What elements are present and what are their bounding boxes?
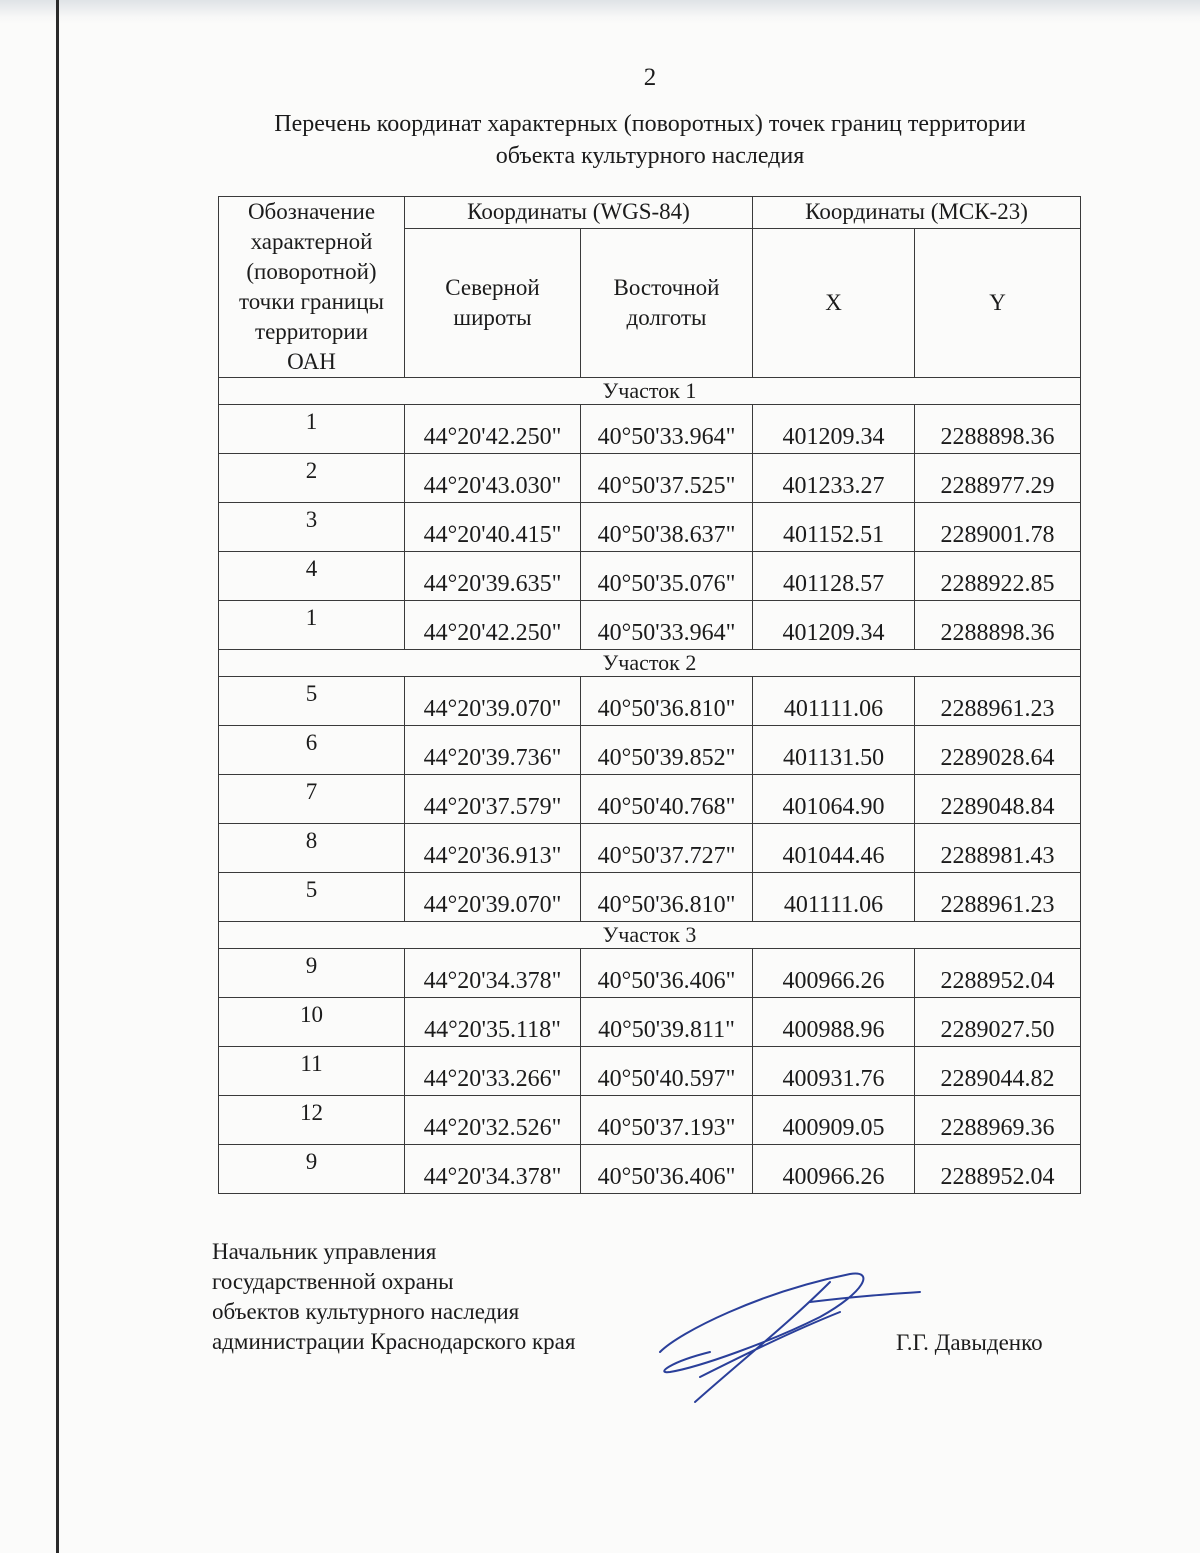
x-cell: 401111.06 <box>753 873 915 922</box>
point-number-cell: 3 <box>219 503 405 552</box>
table-row <box>219 454 1081 503</box>
table-row <box>219 824 1081 873</box>
y-cell: 2289027.50 <box>915 998 1081 1047</box>
longitude-cell: 40°50'33.964" <box>581 601 753 650</box>
longitude-cell: 40°50'40.768" <box>581 775 753 824</box>
table-row <box>219 1047 1081 1096</box>
longitude-cell: 40°50'36.406" <box>581 1145 753 1194</box>
x-cell: 401209.34 <box>753 405 915 454</box>
point-header-line: точки границы <box>239 289 384 314</box>
point-number-cell: 7 <box>219 775 405 824</box>
point-number-cell: 2 <box>219 454 405 503</box>
x-cell: 401128.57 <box>753 552 915 601</box>
y-cell: 2289028.64 <box>915 726 1081 775</box>
y-cell: 2288977.29 <box>915 454 1081 503</box>
longitude-header <box>581 228 753 377</box>
x-cell: 400931.76 <box>753 1047 915 1096</box>
table-row <box>219 775 1081 824</box>
x-cell: 400909.05 <box>753 1096 915 1145</box>
point-column-header <box>219 197 405 378</box>
y-cell: 2288952.04 <box>915 1145 1081 1194</box>
point-number-cell: 12 <box>219 1096 405 1145</box>
y-cell: 2288969.36 <box>915 1096 1081 1145</box>
y-cell: 2288981.43 <box>915 824 1081 873</box>
section-label: Участок 2 <box>219 650 1081 677</box>
longitude-cell: 40°50'37.727" <box>581 824 753 873</box>
x-cell: 401064.90 <box>753 775 915 824</box>
longitude-header-line: Восточной <box>613 274 720 300</box>
point-number-cell: 9 <box>219 1145 405 1194</box>
latitude-header-line: Северной <box>445 274 540 300</box>
longitude-cell: 40°50'39.811" <box>581 998 753 1047</box>
point-number-cell: 10 <box>219 998 405 1047</box>
y-cell: 2288898.36 <box>915 405 1081 454</box>
y-cell: 2289044.82 <box>915 1047 1081 1096</box>
point-header-line: ОАН <box>287 349 336 374</box>
document-title <box>0 108 1200 172</box>
latitude-cell: 44°20'39.635" <box>405 552 581 601</box>
latitude-cell: 44°20'32.526" <box>405 1096 581 1145</box>
longitude-cell: 40°50'39.852" <box>581 726 753 775</box>
position-line: администрации Краснодарского края <box>212 1329 576 1354</box>
y-cell: 2289001.78 <box>915 503 1081 552</box>
latitude-cell: 44°20'42.250" <box>405 601 581 650</box>
table-row <box>219 949 1081 998</box>
longitude-cell: 40°50'38.637" <box>581 503 753 552</box>
point-number-cell: 8 <box>219 824 405 873</box>
position-line: Начальник управления <box>212 1239 437 1264</box>
latitude-cell: 44°20'37.579" <box>405 775 581 824</box>
x-cell: 401152.51 <box>753 503 915 552</box>
latitude-cell: 44°20'34.378" <box>405 949 581 998</box>
point-number-cell: 9 <box>219 949 405 998</box>
y-header: Y <box>915 228 1081 377</box>
longitude-cell: 40°50'36.810" <box>581 677 753 726</box>
point-number-cell: 4 <box>219 552 405 601</box>
longitude-cell: 40°50'33.964" <box>581 405 753 454</box>
point-number-cell: 5 <box>219 677 405 726</box>
table-row <box>219 726 1081 775</box>
x-cell: 401044.46 <box>753 824 915 873</box>
signatory-position <box>212 1237 575 1357</box>
longitude-cell: 40°50'37.525" <box>581 454 753 503</box>
scan-top-edge <box>0 0 1200 24</box>
latitude-cell: 44°20'39.736" <box>405 726 581 775</box>
point-number-cell: 1 <box>219 601 405 650</box>
latitude-header-line: широты <box>453 304 532 330</box>
section-label: Участок 1 <box>219 378 1081 405</box>
latitude-cell: 44°20'39.070" <box>405 677 581 726</box>
longitude-cell: 40°50'35.076" <box>581 552 753 601</box>
x-cell: 401209.34 <box>753 601 915 650</box>
table-row <box>219 552 1081 601</box>
point-number-cell: 11 <box>219 1047 405 1096</box>
section-row <box>219 650 1081 677</box>
point-header-line: (поворотной) <box>246 259 377 284</box>
page-number: 2 <box>643 64 657 91</box>
latitude-cell: 44°20'36.913" <box>405 824 581 873</box>
point-number-cell: 5 <box>219 873 405 922</box>
title-line-2: объекта культурного наследия <box>495 143 805 169</box>
longitude-header-line: долготы <box>626 304 707 330</box>
x-cell: 401131.50 <box>753 726 915 775</box>
longitude-cell: 40°50'36.810" <box>581 873 753 922</box>
point-header-line: характерной <box>250 229 373 254</box>
table-row <box>219 1096 1081 1145</box>
scan-left-border <box>56 0 59 1553</box>
latitude-cell: 44°20'42.250" <box>405 405 581 454</box>
y-cell: 2288922.85 <box>915 552 1081 601</box>
table-row <box>219 1145 1081 1194</box>
longitude-cell: 40°50'36.406" <box>581 949 753 998</box>
table-row <box>219 405 1081 454</box>
title-line-1: Перечень координат характерных (поворотных) точек границ территории <box>274 111 1026 137</box>
x-cell: 401111.06 <box>753 677 915 726</box>
x-header: X <box>753 228 915 377</box>
latitude-cell: 44°20'43.030" <box>405 454 581 503</box>
x-cell: 400988.96 <box>753 998 915 1047</box>
position-line: объектов культурного наследия <box>212 1299 520 1324</box>
latitude-header <box>405 228 581 377</box>
latitude-cell: 44°20'34.378" <box>405 1145 581 1194</box>
msk23-header: Координаты (МСК-23) <box>753 197 1081 229</box>
x-cell: 400966.26 <box>753 1145 915 1194</box>
handwritten-signature <box>640 1262 940 1412</box>
y-cell: 2288961.23 <box>915 873 1081 922</box>
x-cell: 400966.26 <box>753 949 915 998</box>
table-row <box>219 503 1081 552</box>
latitude-cell: 44°20'35.118" <box>405 998 581 1047</box>
y-cell: 2289048.84 <box>915 775 1081 824</box>
wgs84-header: Координаты (WGS-84) <box>405 197 753 229</box>
signer-name: Г.Г. Давыденко <box>896 1330 1043 1355</box>
point-header-line: территории <box>255 319 368 344</box>
longitude-cell: 40°50'40.597" <box>581 1047 753 1096</box>
x-cell: 401233.27 <box>753 454 915 503</box>
position-line: государственной охраны <box>212 1269 454 1294</box>
table-body <box>219 378 1081 1194</box>
y-cell: 2288898.36 <box>915 601 1081 650</box>
table-row <box>219 873 1081 922</box>
longitude-cell: 40°50'37.193" <box>581 1096 753 1145</box>
point-number-cell: 6 <box>219 726 405 775</box>
latitude-cell: 44°20'33.266" <box>405 1047 581 1096</box>
latitude-cell: 44°20'40.415" <box>405 503 581 552</box>
section-row <box>219 922 1081 949</box>
table-row <box>219 601 1081 650</box>
section-row <box>219 378 1081 405</box>
y-cell: 2288961.23 <box>915 677 1081 726</box>
table-row <box>219 998 1081 1047</box>
point-number-cell: 1 <box>219 405 405 454</box>
coordinates-table <box>218 196 1081 1194</box>
table-row <box>219 677 1081 726</box>
latitude-cell: 44°20'39.070" <box>405 873 581 922</box>
y-cell: 2288952.04 <box>915 949 1081 998</box>
section-label: Участок 3 <box>219 922 1081 949</box>
point-header-line: Обозначение <box>247 199 376 224</box>
